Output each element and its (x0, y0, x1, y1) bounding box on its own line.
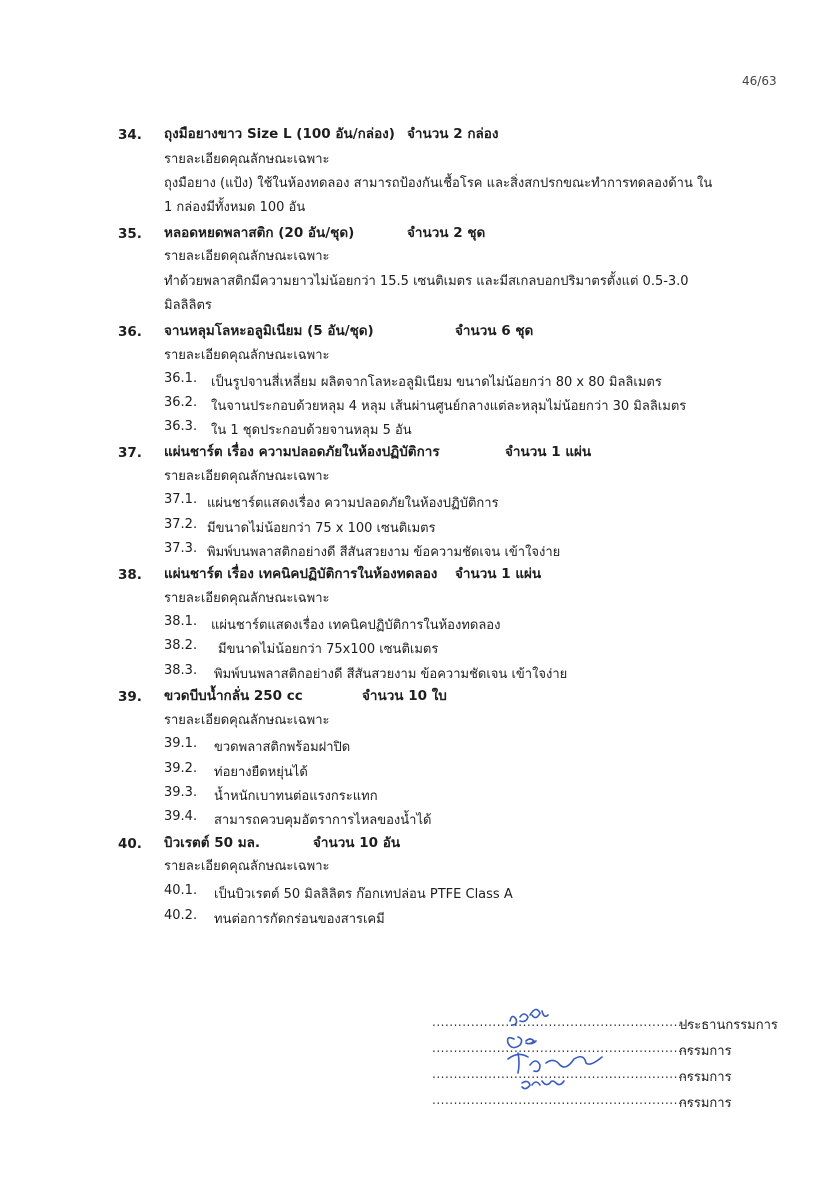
sub-item-text: ใน 1 ชุดประกอบด้วยจานหลุม 5 อัน (211, 423, 412, 438)
page-number: 46/63 (742, 74, 777, 88)
spec-desc-line: 1 กล่องมีทั้งหมด 100 อัน (164, 200, 306, 215)
sub-item-number: 40.2. (164, 908, 198, 923)
sub-item-text: ท่อยางยืดหยุ่นได้ (214, 765, 308, 780)
sub-item-text: สามารถควบคุมอัตราการไหลของน้ำได้ (214, 813, 432, 828)
signature-stroke-1 (510, 1009, 548, 1025)
spec-desc-line: ทำด้วยพลาสติกมีความยาวไม่น้อยกว่า 15.5 เซนติเมตร และมีสเกลบอกปริมาตรตั้งแต่ 0.5-3.0 (164, 274, 689, 289)
item-title: บิวเรตต์ 50 มล. (164, 835, 261, 851)
spec-label: รายละเอียดคุณลักษณะเฉพาะ (164, 713, 330, 728)
sub-item-number: 39.2. (164, 761, 198, 776)
item-quantity: จำนวน 2 กล่อง (407, 126, 499, 142)
item-title: แผ่นชาร์ต เรื่อง เทคนิคปฏิบัติการในห้องทดลอง (164, 566, 438, 582)
spec-desc-line: มิลลิลิตร (164, 298, 212, 313)
signature-line: ............................................................ (432, 1041, 691, 1055)
signature-line: ............................................................ (432, 1067, 691, 1081)
sub-item-number: 38.2. (164, 638, 198, 653)
sub-item-text: พิมพ์บนพลาสติกอย่างดี สีสันสวยงาม ข้อความชัดเจน เข้าใจง่าย (214, 667, 568, 682)
spec-desc-line: ถุงมือยาง (แป้ง) ใช้ในห้องทดลอง สามารถป้องกันเชื้อโรค และสิ่งสกปรกขณะทำการทดลองด้าน ใน (164, 176, 713, 191)
sub-item-text: เป็นรูปจานสี่เหลี่ยม ผลิตจากโลหะอลูมิเนียม ขนาดไม่น้อยกว่า 80 x 80 มิลลิเมตร (211, 375, 662, 390)
committee-role: กรรมการ (679, 1096, 732, 1111)
item-number: 40. (118, 836, 142, 852)
item-title: ขวดบีบน้ำกลั่น 250 cc (164, 688, 303, 704)
signature-stroke-4 (522, 1081, 564, 1089)
item-number: 39. (118, 689, 142, 705)
item-quantity: จำนวน 10 ใบ (362, 688, 447, 704)
committee-role: ประธานกรรมการ (679, 1018, 778, 1033)
sub-item-number: 36.2. (164, 395, 198, 410)
sub-item-number: 37.3. (164, 541, 198, 556)
sub-item-text: มีขนาดไม่น้อยกว่า 75 x 100 เซนติเมตร (207, 521, 436, 536)
sub-item-number: 39.3. (164, 785, 198, 800)
signature-stroke-2 (508, 1037, 536, 1048)
sub-item-text: แผ่นชาร์ตแสดงเรื่อง ความปลอดภัยในห้องปฏิบัติการ (207, 496, 499, 511)
item-number: 37. (118, 445, 142, 461)
sub-item-text: พิมพ์บนพลาสติกอย่างดี สีสันสวยงาม ข้อความชัดเจน เข้าใจง่าย (207, 545, 561, 560)
sub-item-number: 40.1. (164, 883, 198, 898)
item-title: แผ่นชาร์ต เรื่อง ความปลอดภัยในห้องปฏิบัติการ (164, 444, 440, 460)
item-title: ถุงมือยางขาว Size L (100 อัน/กล่อง) (164, 126, 395, 142)
sub-item-text: ขวดพลาสติกพร้อมฝาปิด (214, 740, 351, 755)
sub-item-number: 36.3. (164, 419, 198, 434)
sub-item-number: 37.1. (164, 492, 198, 507)
item-number: 35. (118, 226, 142, 242)
sub-item-text: ในจานประกอบด้วยหลุม 4 หลุม เส้นผ่านศูนย์กลางแต่ละหลุมไม่น้อยกว่า 30 มิลลิเมตร (211, 399, 687, 414)
item-title: หลอดหยดพลาสติก (20 อัน/ชุด) (164, 225, 355, 241)
sub-item-number: 38.3. (164, 663, 198, 678)
committee-role: กรรมการ (679, 1044, 732, 1059)
sub-item-number: 36.1. (164, 371, 198, 386)
signature-stroke-3 (508, 1053, 602, 1073)
signature-line: ............................................................ (432, 1015, 691, 1029)
sub-item-number: 37.2. (164, 517, 198, 532)
item-quantity: จำนวน 1 แผ่น (455, 566, 542, 582)
sub-item-text: น้ำหนักเบาทนต่อแรงกระแทก (214, 789, 378, 804)
sub-item-number: 38.1. (164, 614, 198, 629)
spec-label: รายละเอียดคุณลักษณะเฉพาะ (164, 152, 330, 167)
spec-label: รายละเอียดคุณลักษณะเฉพาะ (164, 348, 330, 363)
item-quantity: จำนวน 10 อัน (313, 835, 401, 851)
item-number: 36. (118, 324, 142, 340)
sub-item-text: เป็นบิวเรตต์ 50 มิลลิลิตร ก๊อกเทปล่อน PTFE Class A (214, 887, 513, 902)
item-number: 38. (118, 567, 142, 583)
item-number: 34. (118, 127, 142, 143)
spec-label: รายละเอียดคุณลักษณะเฉพาะ (164, 469, 330, 484)
committee-role: กรรมการ (679, 1070, 732, 1085)
item-quantity: จำนวน 1 แผ่น (505, 444, 592, 460)
sub-item-number: 39.1. (164, 736, 198, 751)
spec-label: รายละเอียดคุณลักษณะเฉพาะ (164, 859, 330, 874)
sub-item-text: แผ่นชาร์ตแสดงเรื่อง เทคนิคปฏิบัติการในห้องทดลอง (211, 618, 501, 633)
spec-label: รายละเอียดคุณลักษณะเฉพาะ (164, 591, 330, 606)
handwritten-signatures (470, 995, 630, 1105)
sub-item-number: 39.4. (164, 809, 198, 824)
item-quantity: จำนวน 2 ชุด (407, 225, 486, 241)
signature-line: ............................................................ (432, 1093, 691, 1107)
spec-label: รายละเอียดคุณลักษณะเฉพาะ (164, 249, 330, 264)
item-title: จานหลุมโลหะอลูมิเนียม (5 อัน/ชุด) (164, 323, 374, 339)
sub-item-text: ทนต่อการกัดกร่อนของสารเคมี (214, 912, 385, 927)
sub-item-text: มีขนาดไม่น้อยกว่า 75x100 เซนติเมตร (218, 642, 439, 657)
item-quantity: จำนวน 6 ชุด (455, 323, 534, 339)
